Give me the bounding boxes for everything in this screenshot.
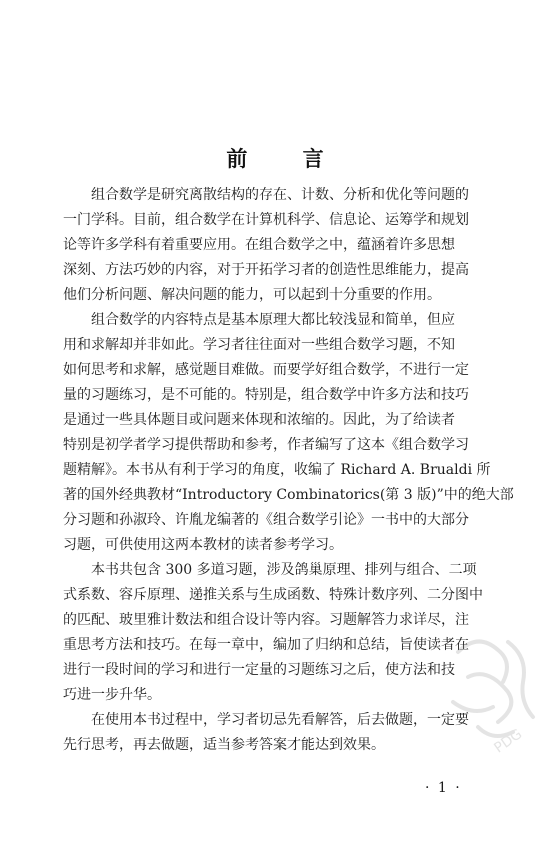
text-line: 巧进一步升华。 — [63, 687, 161, 703]
text-line: 进行一段时间的学习和进行一定量的习题练习之后，使方法和技 — [63, 662, 455, 678]
text-line: 重思考方法和技巧。在每一章中，编加了归纳和总结，旨使读者在 — [63, 637, 469, 653]
text-line: 用和求解却并非如此。学习者往往面对一些组合数学习题，不知 — [63, 337, 455, 353]
text-line: 习题，可供使用这两本教材的读者参考学习。 — [63, 537, 343, 553]
text-line: 著的国外经典教材“Introductory Combinatorics(第 3 版)”中的绝大部 — [63, 487, 514, 503]
page-title: 前 言 — [226, 147, 348, 171]
text-line: 一门学科。目前，组合数学在计算机科学、信息论、运筹学和规划 — [63, 212, 469, 228]
text-line: 他们分析问题、解决问题的能力，可以起到十分重要的作用。 — [63, 287, 441, 303]
text-line: 量的习题练习，是不可能的。特别是，组合数学中许多方法和技巧 — [63, 387, 469, 403]
svg-text:PDG: PDG — [491, 726, 526, 757]
text-line: 特别是初学者学习提供帮助和参考，作者编写了这本《组合数学习 — [63, 437, 469, 453]
text-line: 如何思考和求解，感觉题目难做。而要学好组合数学，不进行一定 — [63, 362, 469, 378]
text-line: 式系数、容斥原理、递推关系与生成函数、特殊计数序列、二分图中 — [63, 587, 483, 603]
text-line: 组合数学的内容特点是基本原理大都比较浅显和简单，但应 — [91, 312, 455, 328]
text-line: 是通过一些具体题目或问题来体现和浓缩的。因此，为了给读者 — [63, 412, 455, 428]
text-line: 论等许多学科有着重要应用。在组合数学之中，蕴涵着许多思想 — [63, 237, 455, 253]
text-line: 先行思考，再去做题，适当参考答案才能达到效果。 — [63, 737, 385, 753]
text-line: 题精解》。本书从有利于学习的角度，收编了 Richard A. Brualdi 所 — [63, 462, 491, 478]
page-number: · 1 · — [425, 780, 462, 796]
text-line: 分习题和孙淑玲、许胤龙编著的《组合数学引论》一书中的大部分 — [63, 512, 469, 528]
text-line: 深刻、方法巧妙的内容，对于开拓学习者的创造性思维能力，提高 — [63, 262, 469, 278]
watermark-stamp — [438, 622, 548, 762]
text-line: 组合数学是研究离散结构的存在、计数、分析和优化等问题的 — [91, 187, 469, 203]
text-line: 本书共包含 300 多道习题，涉及鸽巢原理、排列与组合、二项 — [91, 562, 477, 578]
text-line: 的匹配、玻里雅计数法和组合设计等内容。习题解答力求详尽，注 — [63, 612, 469, 628]
text-line: 在使用本书过程中，学习者切忌先看解答，后去做题，一定要 — [91, 712, 469, 728]
